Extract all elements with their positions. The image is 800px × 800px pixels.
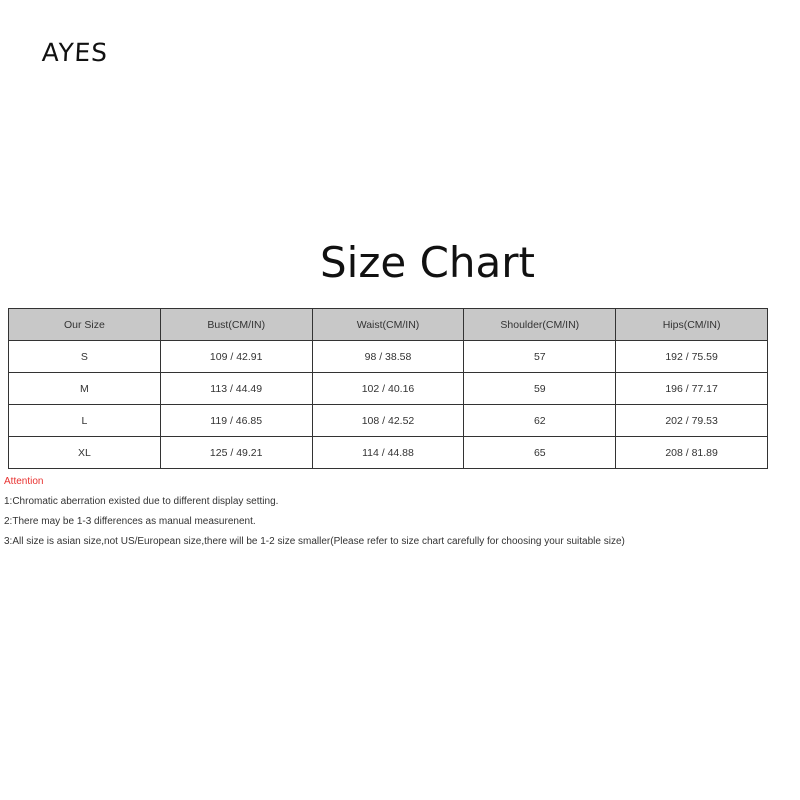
shoulder-cell: 57	[464, 341, 616, 373]
page-title: Size Chart	[320, 238, 535, 287]
attention-heading: Attention	[4, 476, 44, 487]
hips-cell: 196 / 77.17	[616, 373, 768, 405]
size-cell: M	[9, 373, 161, 405]
table-row	[9, 437, 768, 469]
waist-cell: 102 / 40.16	[312, 373, 464, 405]
size-cell: L	[9, 405, 161, 437]
waist-cell: 98 / 38.58	[312, 341, 464, 373]
brand-logo: AYES	[41, 38, 109, 67]
hips-cell: 192 / 75.59	[616, 341, 768, 373]
hips-cell: 208 / 81.89	[616, 437, 768, 469]
size-cell: XL	[9, 437, 161, 469]
header-hips: Hips(CM/IN)	[616, 309, 768, 341]
header-shoulder: Shoulder(CM/IN)	[464, 309, 616, 341]
table-header-row	[9, 309, 768, 341]
bust-cell: 109 / 42.91	[160, 341, 312, 373]
size-chart-table	[8, 308, 768, 469]
waist-cell: 108 / 42.52	[312, 405, 464, 437]
header-waist: Waist(CM/IN)	[312, 309, 464, 341]
bust-cell: 119 / 46.85	[160, 405, 312, 437]
note-item: 3:All size is asian size,not US/European size,there will be 1-2 size smaller(Please refer to size chart carefully for choosing your suitable size)	[4, 536, 625, 547]
attention-notes	[4, 472, 625, 552]
size-cell: S	[9, 341, 161, 373]
shoulder-cell: 59	[464, 373, 616, 405]
header-our-size: Our Size	[9, 309, 161, 341]
bust-cell: 125 / 49.21	[160, 437, 312, 469]
note-item: 1:Chromatic aberration existed due to different display setting.	[4, 496, 279, 507]
bust-cell: 113 / 44.49	[160, 373, 312, 405]
table-row	[9, 405, 768, 437]
shoulder-cell: 65	[464, 437, 616, 469]
table-row	[9, 373, 768, 405]
note-item: 2:There may be 1-3 differences as manual measurenent.	[4, 516, 256, 527]
hips-cell: 202 / 79.53	[616, 405, 768, 437]
shoulder-cell: 62	[464, 405, 616, 437]
table-row	[9, 341, 768, 373]
waist-cell: 114 / 44.88	[312, 437, 464, 469]
header-bust: Bust(CM/IN)	[160, 309, 312, 341]
